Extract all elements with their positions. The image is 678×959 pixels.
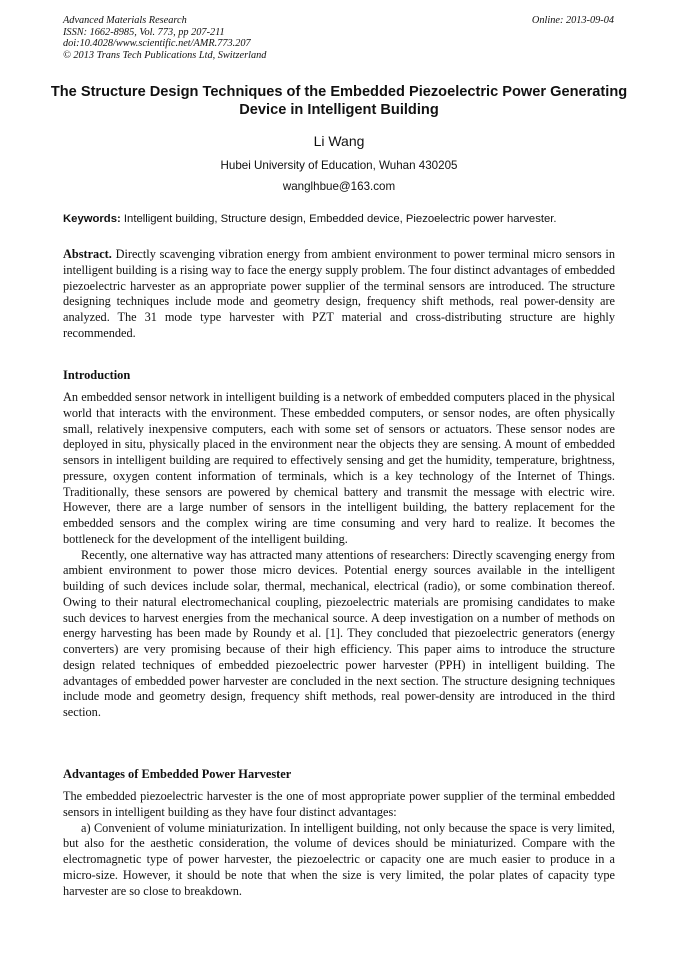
author-email: wanglhbue@163.com	[282, 180, 396, 193]
introduction-heading: Introduction	[63, 368, 131, 382]
introduction-paragraph-2: Recently, one alternative way has attracted many attentions of researchers: Directly scavenging energy from ambient environment to power those micro devices. Potential energy sources available in the intelligent building of such devices include solar, thermal, mechanical, electrical (radio), or some combination thereof. Owing to their natural electromechanical coupling, piezoelectric materials are promising candidates to make such devices to harvest energies from the mechanical source. A deep investigation on a number of methods on energy harvesting has been made by Roundy et al. [1]. They concluded that piezoelectric generators (energy converters) are very promising because of their high efficiency. This paper aims to introduce the structure design related techniques of embedded piezoelectric power harvester (PPH) in intelligent building. The advantages of embedded power harvester are concluded in the next section. The structure designing techniques include mode and geometry design, frequency shift methods, real power-density are introduced in the third section.	[63, 547, 615, 719]
keywords-text: Intelligent building, Structure design, Embedded device, Piezoelectric power harvester.	[120, 213, 557, 225]
issn-line: ISSN: 1662-8985, Vol. 773, pp 207-211	[63, 26, 225, 38]
journal-name: Advanced Materials Research	[63, 15, 187, 26]
online-date: Online: 2013-09-04	[531, 15, 614, 26]
advantages-heading: Advantages of Embedded Power Harvester	[63, 767, 292, 781]
keywords-label: Keywords:	[63, 213, 121, 225]
introduction-paragraph-1: An embedded sensor network in intelligent building is a network of embedded computers placed in the physical world that interacts with the environment. These embedded computers, or sensor nodes, are often physically small, relatively inexpensive computers, each with some set of sensors or actuators. These sensor nodes are deployed in situ, physically placed in the environment near the objects they are sensing. A mount of embedded sensors in intelligent building are required to effectively sensing and get the humidity, temperature, brightness, pressure, oxygen content information of terminals, which is a key technology of the Internet of Things. Traditionally, these sensors are powered by chemical battery and transmit the message with electric wire. However, there are a large number of sensors in the intelligent building, the battery replacement for the embedded sensors and the complex wiring are time consuming and very hard to realize. It becomes the bottleneck for the development of the intelligent building.	[63, 390, 615, 546]
journal-header	[63, 15, 266, 61]
author-name: Li Wang	[313, 133, 365, 149]
abstract-text: Directly scavenging vibration energy from ambient environment to power terminal micro sensors in intelligent building is a rising way to face the energy supply problem. The four distinct advantages of embedded piezoelectric harvester as an appropriate power supplier of the terminal sensors are introduced. The structure designing techniques include mode and geometry design, frequency shift methods, real power-density are analyzed. The 31 mode type harvester with PZT material and cross-distributing structure are highly recommended.	[63, 247, 615, 340]
abstract-label: Abstract.	[63, 247, 112, 261]
doi-line: doi:10.4028/www.scientific.net/AMR.773.207	[63, 38, 251, 49]
introduction-body	[63, 390, 615, 721]
affiliation: Hubei University of Education, Wuhan 430205	[220, 159, 458, 172]
copyright-line: © 2013 Trans Tech Publications Ltd, Switzerland	[63, 49, 267, 61]
abstract	[63, 247, 615, 342]
advantages-paragraph-1: The embedded piezoelectric harvester is the one of most appropriate power supplier of the terminal embedded sensors in intelligent building as they have four distinct advantages:	[63, 789, 615, 819]
advantages-body	[63, 789, 615, 899]
advantages-paragraph-2: a) Convenient of volume miniaturization. In intelligent building, not only because the space is very limited, but also for the aesthetic consideration, the volume of devices should be miniaturized. Compare with the electromagnetic type of power harvester, the piezoelectric or capacity one are much easier to produce in a micro-size. However, it should be note that when the size is very limited, the polar plates of capacity type harvester are so close to breakdown.	[63, 820, 615, 898]
paper-title: The Structure Design Techniques of the Embedded Piezoelectric Power Generating Device in Intelligent Building	[50, 84, 628, 118]
keywords	[63, 213, 623, 225]
